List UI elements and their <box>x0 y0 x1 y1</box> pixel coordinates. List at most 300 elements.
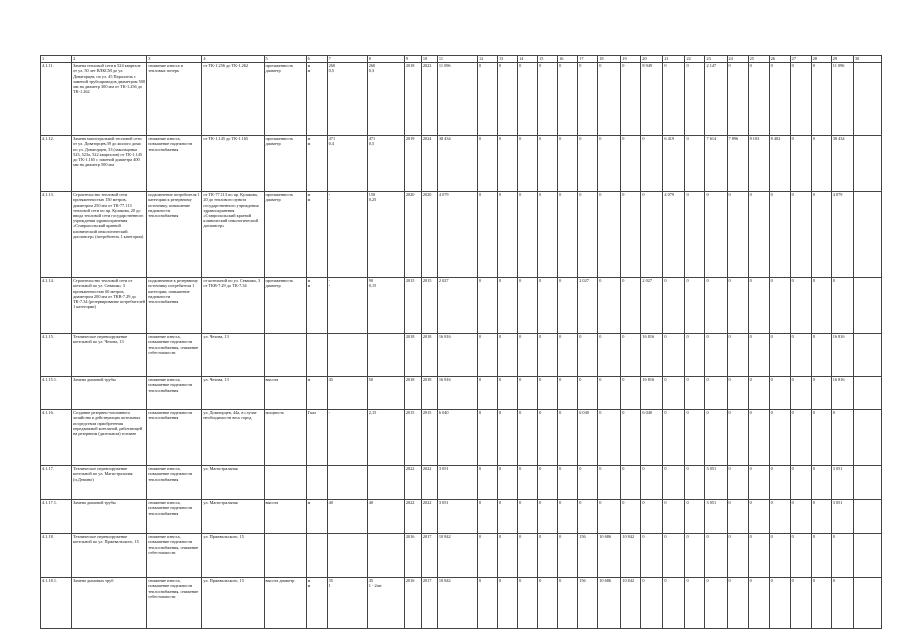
table-cell: 0 <box>498 135 518 191</box>
table-cell: 0 <box>498 465 518 499</box>
table-cell: м м <box>306 135 327 191</box>
column-number-cell: 1 <box>41 56 72 63</box>
table-cell: 0 <box>538 376 558 409</box>
table-cell: 0 <box>790 62 811 135</box>
table-cell: ул. Магистральная <box>202 465 264 499</box>
table-cell: 0 <box>790 376 811 409</box>
table-cell: 0 <box>477 465 497 499</box>
table-cell: 156 <box>578 533 598 577</box>
table-cell: 0 <box>558 499 578 533</box>
table-cell: 50 <box>367 376 404 409</box>
table-cell: Гкал <box>306 409 327 465</box>
table-cell: 3 051 <box>437 499 477 533</box>
table-cell: 0 <box>705 376 727 409</box>
table-cell: от котельной по ул. Севашко, 3 от ТКВ-7.29 до ТК-7.34 <box>202 277 264 333</box>
table-cell: 0 <box>538 533 558 577</box>
table-cell: 0 <box>498 333 518 376</box>
table-cell: 0 <box>558 62 578 135</box>
table-cell: 0 <box>641 135 663 191</box>
table-cell: 0 <box>769 465 790 499</box>
table-cell: 0 <box>558 465 578 499</box>
column-number-cell: 16 <box>558 56 578 63</box>
table-cell: 0 <box>621 499 641 533</box>
table-cell: 0 <box>705 333 727 376</box>
table-cell: ул. Пржевальского, 15 <box>202 533 264 577</box>
table-cell: 0 <box>477 333 497 376</box>
table-cell: 16 816 <box>831 376 853 409</box>
table-row <box>41 333 882 376</box>
table-cell: 471 0,4 <box>327 135 367 191</box>
table-cell: 2020 <box>421 191 437 277</box>
table-cell: 0 <box>598 376 621 409</box>
table-cell: 0 <box>498 409 518 465</box>
column-number-cell: 18 <box>598 56 621 63</box>
table-cell: ул. Магистральная <box>202 499 264 533</box>
item-number-cell: 4.1.15. <box>41 333 72 376</box>
table-row <box>41 277 882 333</box>
table-cell: 0 <box>769 533 790 577</box>
table-cell: 0 <box>518 135 538 191</box>
column-number-cell: 19 <box>621 56 641 63</box>
table-cell: от ТК-77.113 по пр. Кулакова, 20 до теплового пункта государственного учреждения здравоохранения «Ставропольский краевой клинический онкологический диспансер» <box>202 191 264 277</box>
table-cell: 0 <box>518 333 538 376</box>
item-description-cell: Замена дымовых труб <box>72 577 147 628</box>
table-cell <box>367 465 404 499</box>
table-cell: 0 <box>769 577 790 628</box>
table-cell <box>264 333 306 376</box>
table-cell: 16 816 <box>437 333 477 376</box>
table-cell: 0 <box>748 277 769 333</box>
column-number-cell: 10 <box>421 56 437 63</box>
table-cell: 0 <box>685 533 705 577</box>
column-number-cell: 12 <box>477 56 497 63</box>
table-cell: 0 <box>621 135 641 191</box>
table-cell: 0 <box>685 499 705 533</box>
table-cell: 0 <box>727 533 748 577</box>
table-cell: 2015 <box>404 409 421 465</box>
column-number-cell: 28 <box>811 56 831 63</box>
table-cell: 0 <box>790 135 811 191</box>
table-cell: 0 <box>811 277 831 333</box>
item-number-cell: 4.1.18. <box>41 533 72 577</box>
table-cell: подключение потребителя 1 категории к резервному источнику, повышение надежности теплоснабжения <box>147 191 202 277</box>
table-cell: 2017 <box>421 533 437 577</box>
table-cell: 0 <box>477 533 497 577</box>
item-number-cell: 4.1.16. <box>41 409 72 465</box>
table-cell: 0 <box>477 499 497 533</box>
table-cell <box>306 533 327 577</box>
table-cell: 0 <box>685 62 705 135</box>
item-number-cell: 4.1.17. <box>41 465 72 499</box>
table-cell: 10 686 <box>598 533 621 577</box>
item-description-cell: Строительство тепловой сети протяженностью 150 метров, диаметром 250 мм от ТК-77.113 тепловой сети по пр. Кулакова, 20 до ввода тепловой сети государственного учреждения здравоохранения «Ставропольский краевой клинический онкологический диспансер» (потребитель 1 категории) <box>72 191 147 277</box>
table-cell: 2018 <box>404 333 421 376</box>
table-cell: 0 <box>598 62 621 135</box>
table-cell: 2015 <box>421 277 437 333</box>
column-number-cell: 4 <box>202 56 264 63</box>
table-cell: 0 <box>558 577 578 628</box>
table-cell: 8 949 <box>641 62 663 135</box>
item-number-cell: 4.1.18.1. <box>41 577 72 628</box>
table-cell: 0 <box>663 409 685 465</box>
table-cell <box>327 533 367 577</box>
item-description-cell: Замена тепловой сети в 524 квартале от ул. 50 лет ВЛКСМ до ул. Доваторцев, по ул. 45 Параллель с заменой трубопроводов диаметром 500 мм на диаметр 300 мм от ТК-1.256 до ТК-1.262 <box>72 62 147 135</box>
column-number-cell: 9 <box>404 56 421 63</box>
table-cell: 0 <box>477 191 497 277</box>
table-cell: 40 <box>367 499 404 533</box>
item-description-cell: Строительство тепловой сети от котельной по ул. Севашко, 3 протяженностью 60 метров, диаметром 200 мм от ТКВ-7.29 до ТК-7.34 (резервирование потребителей 1 категории) <box>72 277 147 333</box>
table-cell: 0 <box>663 465 685 499</box>
table-cell: 0 <box>811 577 831 628</box>
table-cell: 0 <box>769 191 790 277</box>
table-cell: 10 842 <box>621 533 641 577</box>
table-cell: 0 <box>538 62 558 135</box>
item-number-cell: 4.1.15.1. <box>41 376 72 409</box>
table-cell: 0 <box>538 499 558 533</box>
item-description-cell: Техническое перевооружение котельной по ул. Чехова, 13 <box>72 333 147 376</box>
item-description-cell: Замена дымовой трубы <box>72 499 147 533</box>
table-cell: 0 <box>705 409 727 465</box>
table-cell <box>853 62 881 135</box>
table-cell: - - <box>327 277 367 333</box>
table-cell: 0 <box>578 499 598 533</box>
table-cell: 0 <box>790 409 811 465</box>
table-cell: от ТК-1.256 до ТК-1.262 <box>202 62 264 135</box>
table-cell: 10 842 <box>621 577 641 628</box>
table-cell <box>853 135 881 191</box>
table-cell: 0 <box>748 499 769 533</box>
table-cell: 0 <box>498 376 518 409</box>
table-cell: 2 027 <box>641 277 663 333</box>
table-row <box>41 62 882 135</box>
table-cell: 2015 <box>421 409 437 465</box>
table-cell: 0 <box>477 577 497 628</box>
table-cell: 0 <box>641 533 663 577</box>
table-cell <box>853 465 881 499</box>
column-number-cell: 3 <box>147 56 202 63</box>
table-cell: протяженность диаметр <box>264 62 306 135</box>
table-cell: 0 <box>518 465 538 499</box>
table-cell: 0 <box>558 409 578 465</box>
table-cell: 0 <box>663 333 685 376</box>
item-description-cell: Создание резервно-топливного хозяйства в действующих котельных посредством приобретения передвижной котельной, работающей на резервном (дизельном) топливе <box>72 409 147 465</box>
table-cell: 0 <box>621 376 641 409</box>
table-cell: 0 <box>641 499 663 533</box>
table-cell: 0 <box>685 277 705 333</box>
table-row <box>41 465 882 499</box>
column-number-cell: 27 <box>790 56 811 63</box>
item-description-cell: Техническое перевооружение котельной по ул. Магистральная (п.Демино) <box>72 465 147 499</box>
column-number-cell: 8 <box>367 56 404 63</box>
item-number-cell: 4.1.13. <box>41 191 72 277</box>
table-cell: 10 686 <box>598 577 621 628</box>
table-cell: 0 <box>538 409 558 465</box>
column-number-cell: 24 <box>727 56 748 63</box>
table-cell: ул. Доваторцев, 44а, в случае необходимости весь город <box>202 409 264 465</box>
table-cell: 0 <box>769 277 790 333</box>
table-cell: 0 <box>790 333 811 376</box>
table-cell: м м <box>306 191 327 277</box>
table-cell: 2018 <box>421 376 437 409</box>
table-cell: 0 <box>598 499 621 533</box>
table-cell: 38 434 <box>831 135 853 191</box>
item-number-cell: 4.1.17.1. <box>41 499 72 533</box>
table-cell: высота диаметр <box>264 577 306 628</box>
table-cell: 4 079 <box>437 191 477 277</box>
table-cell: снижение износа, повышение надежности теплоснабжения, снижение себестоимости <box>147 577 202 628</box>
table-cell: 0 <box>538 465 558 499</box>
table-cell: 0 <box>769 376 790 409</box>
table-cell: 0 <box>578 333 598 376</box>
table-cell: 10 842 <box>437 577 477 628</box>
table-cell: 6 040 <box>437 409 477 465</box>
table-cell: 0 <box>769 333 790 376</box>
table-cell <box>853 499 881 533</box>
table-cell: протяженность диаметр <box>264 191 306 277</box>
table-cell: 0 <box>748 376 769 409</box>
table-cell: 2022 <box>421 62 437 135</box>
table-cell: м <box>306 499 327 533</box>
table-cell: 0 <box>790 533 811 577</box>
table-cell: 0 <box>477 376 497 409</box>
table-cell: 0 <box>538 277 558 333</box>
table-row <box>41 409 882 465</box>
table-cell: 0 <box>705 277 727 333</box>
table-cell: 0 <box>811 62 831 135</box>
table-row <box>41 499 882 533</box>
table-cell: 8 103 <box>748 135 769 191</box>
table-cell: 2015 <box>404 277 421 333</box>
table-cell: 0 <box>598 277 621 333</box>
table-cell: 0 <box>558 277 578 333</box>
table-cell: 3 051 <box>437 465 477 499</box>
table-cell: 16 816 <box>641 376 663 409</box>
table-cell: 0 <box>578 376 598 409</box>
table-cell: 0 <box>790 499 811 533</box>
table-row <box>41 577 882 628</box>
table-cell: 0 <box>727 62 748 135</box>
table-cell: 0 <box>598 465 621 499</box>
table-cell: 0 <box>641 191 663 277</box>
table-cell: 4 079 <box>663 191 685 277</box>
table-cell: 0 <box>518 533 538 577</box>
item-description-cell: Замена магистральной тепловой сети от ул. Доваторцев,39 до жилого дома по ул. Доваторцев, 33 (закольцовка 523, 523а, 522 кварталов) от ТК-1.145 до ТК-1.165 с заменой диаметра 400 мм на диаметр 500 мм <box>72 135 147 191</box>
table-cell: 0 <box>685 465 705 499</box>
table-cell: 0 <box>518 277 538 333</box>
table-cell: 6 419 <box>663 135 685 191</box>
table-cell: от ТК-1.145 до ТК-1.165 <box>202 135 264 191</box>
table-cell: 45 1 - 2шт <box>367 577 404 628</box>
column-number-cell: 17 <box>578 56 598 63</box>
table-cell: 0 <box>727 577 748 628</box>
table-cell: 2024 <box>421 135 437 191</box>
table-cell: 0 <box>578 62 598 135</box>
table-cell: 0 <box>769 499 790 533</box>
table-cell: 2016 <box>404 533 421 577</box>
table-cell <box>306 333 327 376</box>
table-cell: 16 816 <box>437 376 477 409</box>
table-row <box>41 533 882 577</box>
table-cell: 156 <box>578 577 598 628</box>
table-cell: 0 <box>727 499 748 533</box>
item-description-cell: Техническое перевооружение котельной по ул. Пржевальского, 15 <box>72 533 147 577</box>
table-cell: 2018 <box>421 333 437 376</box>
table-cell: 0 <box>790 191 811 277</box>
table-cell: 0 <box>790 577 811 628</box>
table-cell: 38 434 <box>437 135 477 191</box>
table-cell: мощность <box>264 409 306 465</box>
table-cell: 0 <box>727 191 748 277</box>
table-cell: 0 <box>518 376 538 409</box>
table-cell: 0 <box>790 465 811 499</box>
table-cell: - <box>327 409 367 465</box>
table-cell: 3 051 <box>705 465 727 499</box>
column-number-cell: 23 <box>705 56 727 63</box>
table-cell: 8 402 <box>769 135 790 191</box>
table-cell: 2022 <box>421 465 437 499</box>
column-number-cell: 26 <box>769 56 790 63</box>
table-cell: 0 <box>685 333 705 376</box>
table-cell: 0 <box>598 409 621 465</box>
item-number-cell: 4.1.11. <box>41 62 72 135</box>
table-cell: 0 <box>598 333 621 376</box>
table-cell: 0 <box>663 376 685 409</box>
table-cell: 0 <box>663 577 685 628</box>
table-cell: 0 <box>811 533 831 577</box>
table-cell: 0 <box>558 191 578 277</box>
table-cell: 0 <box>498 533 518 577</box>
item-description-cell: Замена дымовой трубы <box>72 376 147 409</box>
table-cell <box>327 333 367 376</box>
table-cell: 90 0,15 <box>367 277 404 333</box>
table-cell: 0 <box>558 533 578 577</box>
table-cell: 7 896 <box>727 135 748 191</box>
column-number-cell: 13 <box>498 56 518 63</box>
table-cell: 2018 <box>404 62 421 135</box>
table-cell: 0 <box>831 277 853 333</box>
table-cell: 0 <box>685 191 705 277</box>
table-cell: 0 <box>621 62 641 135</box>
column-number-cell: 21 <box>663 56 685 63</box>
table-cell: 2018 <box>404 376 421 409</box>
table-cell: 0 <box>685 409 705 465</box>
table-cell: 0 <box>538 191 558 277</box>
column-number-cell: 25 <box>748 56 769 63</box>
table-cell: 0 <box>621 333 641 376</box>
table-cell: 0 <box>558 135 578 191</box>
column-number-cell: 30 <box>853 56 881 63</box>
table-cell: 0 <box>831 533 853 577</box>
table-cell: 0 <box>598 135 621 191</box>
table-cell: 0 <box>663 533 685 577</box>
table-cell: ул. Чехова, 13 <box>202 376 264 409</box>
table-cell: 0 <box>621 191 641 277</box>
item-number-cell: 4.1.14. <box>41 277 72 333</box>
table-cell: 40 <box>327 499 367 533</box>
table-cell: 16 816 <box>641 333 663 376</box>
table-cell: 0 <box>727 333 748 376</box>
table-cell: 0 <box>663 62 685 135</box>
table-cell: - - <box>327 191 367 277</box>
table-cell: 0 <box>685 135 705 191</box>
table-cell: 0 <box>558 333 578 376</box>
table-cell: повышение надежности теплоснабжения <box>147 409 202 465</box>
table-cell: м м <box>306 277 327 333</box>
table-cell <box>853 409 881 465</box>
table-cell: м <box>306 376 327 409</box>
table-cell: 0 <box>498 577 518 628</box>
table-cell: 6 040 <box>641 409 663 465</box>
table-cell: 0 <box>748 577 769 628</box>
table-cell: 0 <box>685 577 705 628</box>
table-cell: 0 <box>811 376 831 409</box>
table-cell <box>367 333 404 376</box>
table-cell: 0 <box>748 333 769 376</box>
table-cell: 0 <box>518 191 538 277</box>
table-cell: 0 <box>811 333 831 376</box>
table-cell: снижение износа, повышение надежности теплоснабжения <box>147 135 202 191</box>
table-cell: 0 <box>663 499 685 533</box>
column-number-cell: 15 <box>538 56 558 63</box>
table-cell: 260 0,3 <box>367 62 404 135</box>
table-cell: 45 <box>327 376 367 409</box>
table-cell: 11 096 <box>831 62 853 135</box>
column-number-cell: 11 <box>437 56 477 63</box>
table-cell: 0 <box>748 465 769 499</box>
table-cell: снижение износа, повышение надежности теплоснабжения, снижение себестоимости <box>147 533 202 577</box>
table-cell: 2022 <box>421 499 437 533</box>
table-cell: м м <box>306 577 327 628</box>
table-cell: снижение износа, повышение надежности теплоснабжения <box>147 376 202 409</box>
table-cell <box>327 465 367 499</box>
table-row <box>41 135 882 191</box>
table-cell: м м <box>306 62 327 135</box>
table-cell: 0 <box>748 191 769 277</box>
table-cell: 0 <box>811 409 831 465</box>
table-cell: 0 <box>811 499 831 533</box>
table-row <box>41 376 882 409</box>
table-cell: 0 <box>518 409 538 465</box>
table-cell: 0 <box>727 409 748 465</box>
table-cell: 0 <box>811 135 831 191</box>
table-cell: 2017 <box>421 577 437 628</box>
table-cell: 2 147 <box>705 62 727 135</box>
table-cell: 2 027 <box>578 277 598 333</box>
table-cell: снижение износа, повышение надежности теплоснабжения <box>147 465 202 499</box>
table-cell: 0 <box>641 577 663 628</box>
table-cell <box>853 277 881 333</box>
table-cell: 0 <box>578 135 598 191</box>
table-cell: 0 <box>477 62 497 135</box>
table-cell: протяженность диаметр <box>264 135 306 191</box>
table-cell: 0 <box>705 577 727 628</box>
column-number-cell: 7 <box>327 56 367 63</box>
table-cell: 0 <box>705 191 727 277</box>
table-cell: 260 0,5 <box>327 62 367 135</box>
table-cell: 0 <box>621 409 641 465</box>
table-cell: 0 <box>727 277 748 333</box>
table-cell: 3 051 <box>831 499 853 533</box>
item-number-cell: 4.1.12. <box>41 135 72 191</box>
table-cell: ул. Чехова, 13 <box>202 333 264 376</box>
column-number-cell: 14 <box>518 56 538 63</box>
table-cell: 0 <box>621 465 641 499</box>
table-cell <box>853 376 881 409</box>
table-cell <box>853 191 881 277</box>
table-cell: 2022 <box>404 465 421 499</box>
table-cell: 0 <box>769 62 790 135</box>
table-cell <box>264 533 306 577</box>
